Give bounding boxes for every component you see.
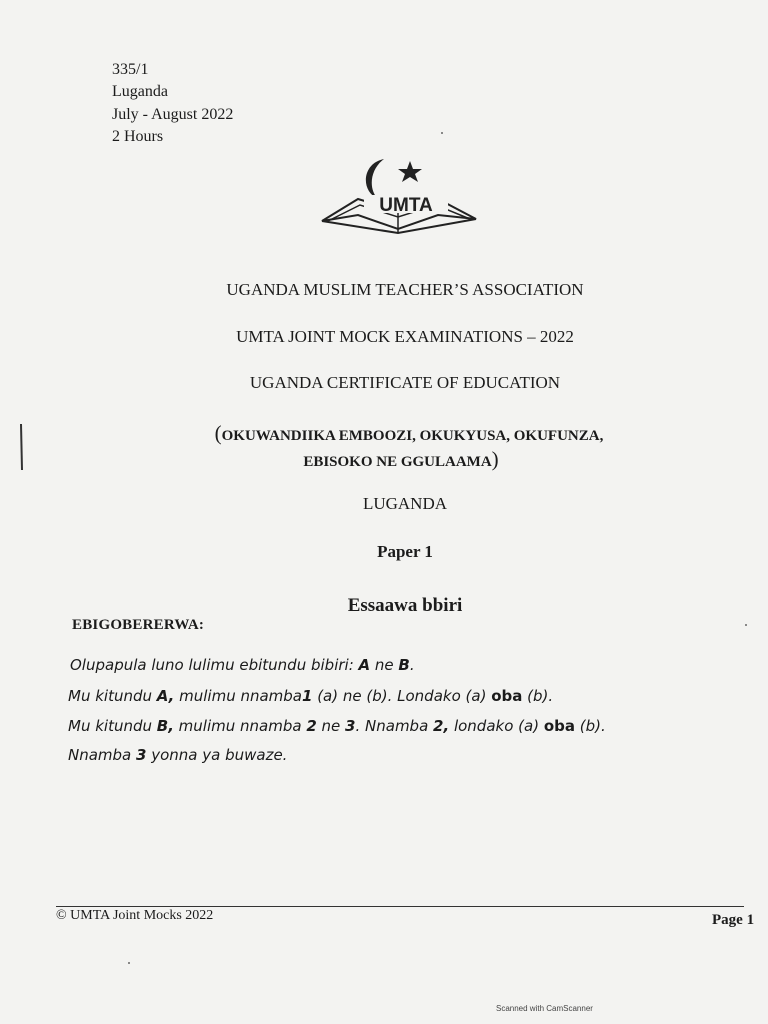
page-number: Page 1 <box>712 912 755 928</box>
instruction-line-3: Mu kitundu B, mulimu nnamba 2 ne 3. Nnamba 2, londako (a) oba (b). <box>68 717 606 735</box>
subject-label: Luganda <box>112 83 168 100</box>
paper-code: 335/1 <box>112 61 149 78</box>
instructions-heading: EBIGOBERERWA: <box>72 617 205 633</box>
subject-heading: LUGANDA <box>362 494 448 513</box>
exam-session: July - August 2022 <box>112 106 234 123</box>
subtitle-text-2: EBISOKO NE GGULAAMA <box>303 454 492 470</box>
subtitle-text-1: OKUWANDIIKA EMBOOZI, OKUKYUSA, OKUFUNZA, <box>221 428 604 444</box>
exam-duration: 2 Hours <box>112 128 164 145</box>
logo-text: UMTA <box>379 195 433 216</box>
instruction-line-1: Olupapula luno lulimu ebitundu bibiri: A ne B. <box>70 656 415 674</box>
footer-divider <box>56 906 744 907</box>
scan-speck <box>441 132 443 134</box>
crescent-star-book-icon <box>318 155 480 237</box>
exam-title: UMTA JOINT MOCK EXAMINATIONS – 2022 <box>236 327 574 346</box>
instruction-line-4: Nnamba 3 yonna ya buwaze. <box>68 746 288 764</box>
margin-mark <box>18 422 26 472</box>
association-title: UGANDA MUSLIM TEACHER’S ASSOCIATION <box>226 280 584 299</box>
scan-speck <box>745 624 747 626</box>
subtitle-line-1: (OKUWANDIIKA EMBOOZI, OKUKYUSA, OKUFUNZA, <box>214 421 604 445</box>
time-heading: Essaawa bbiri <box>347 595 463 616</box>
paper-heading: Paper 1 <box>377 542 433 561</box>
certificate-title: UGANDA CERTIFICATE OF EDUCATION <box>249 373 561 392</box>
umta-logo <box>318 155 480 237</box>
subtitle-line-2: EBISOKO NE GGULAAMA) <box>303 447 499 471</box>
scan-speck <box>128 962 130 964</box>
instruction-line-2: Mu kitundu A, mulimu nnamba1 (a) ne (b). Londako (a) oba (b). <box>68 687 554 705</box>
scanner-watermark: Scanned with CamScanner <box>496 1004 593 1013</box>
footer-copyright: © UMTA Joint Mocks 2022 <box>56 908 214 923</box>
